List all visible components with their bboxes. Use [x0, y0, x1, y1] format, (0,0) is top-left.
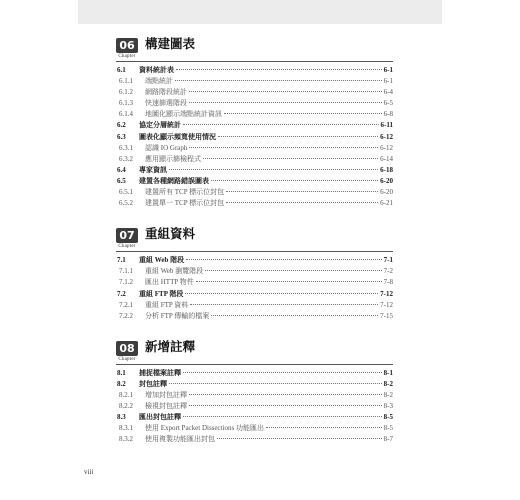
entry-number: 6.1.3	[119, 99, 133, 108]
entry-number: 6.4	[117, 165, 126, 174]
entry-page: 7-1	[383, 256, 393, 265]
entry-page: 8-5	[383, 424, 393, 433]
entry-title: 匯出封包註釋	[139, 413, 181, 422]
entry-page: 7-12	[380, 289, 393, 298]
dot-leader	[183, 416, 382, 417]
chapter-heading	[116, 34, 393, 59]
chapter-label: Chapter	[118, 54, 136, 59]
page-number: viii	[84, 468, 94, 476]
toc-subsection-entry	[116, 87, 393, 98]
chapter-badge	[116, 38, 138, 59]
toc-subsection-entry	[116, 423, 393, 434]
toc-entry-list	[116, 368, 393, 446]
dot-leader	[266, 427, 382, 428]
entry-number: 6.1.2	[119, 88, 133, 97]
toc-entry-list	[116, 65, 393, 209]
entry-page: 6-14	[380, 154, 393, 163]
dot-leader	[190, 304, 378, 305]
dot-leader	[189, 102, 382, 103]
entry-title: 協定分層統計	[139, 121, 181, 130]
entry-number: 8.3	[117, 413, 126, 422]
dot-leader	[211, 180, 378, 181]
toc-subsection-entry	[116, 401, 393, 412]
table-of-contents	[116, 34, 393, 460]
entry-title: 資料統計表	[139, 66, 174, 74]
dot-leader	[186, 259, 382, 260]
entry-title: 增加封包註釋	[145, 390, 187, 399]
entry-number: 7.2	[117, 289, 126, 298]
toc-subsection-entry	[116, 143, 393, 154]
entry-title: 重組 Web 階段	[139, 256, 185, 265]
entry-title: 建置各種網路錯誤圖表	[139, 176, 209, 185]
entry-number: 6.5.2	[119, 199, 133, 208]
chapter-badge	[116, 228, 138, 249]
entry-number: 7.2.1	[119, 300, 133, 309]
toc-subsection-entry	[116, 98, 393, 109]
dot-leader	[203, 158, 378, 159]
dot-leader	[185, 293, 378, 294]
entry-title: 重組 FTP 資料	[145, 300, 189, 309]
entry-page: 6-5	[383, 99, 393, 108]
chapter-heading	[116, 337, 393, 362]
dot-leader	[183, 124, 379, 125]
toc-subsection-entry	[116, 187, 393, 198]
chapter-title: 構建圖表	[145, 36, 196, 51]
dot-leader	[189, 91, 382, 92]
entry-page: 7-15	[380, 311, 393, 320]
entry-number: 6.5.1	[119, 188, 133, 197]
entry-title: 使用複製功能匯出封包	[145, 435, 215, 444]
entry-page: 6-1	[383, 66, 393, 74]
chapter-title: 新增註釋	[145, 338, 196, 354]
entry-number: 8.2	[117, 379, 126, 388]
chapter-number: 08	[116, 341, 138, 356]
entry-number: 6.3.1	[119, 143, 133, 152]
entry-page: 8-7	[383, 435, 393, 444]
entry-page: 8-3	[383, 402, 393, 411]
toc-subsection-entry	[116, 311, 393, 322]
chapter-number: 07	[116, 228, 138, 243]
toc-section-entry	[116, 176, 393, 187]
toc-subsection-entry	[116, 154, 393, 165]
toc-subsection-entry	[116, 300, 393, 311]
toc-section-entry	[116, 379, 393, 390]
dot-leader	[211, 315, 378, 316]
entry-page: 6-11	[380, 121, 393, 130]
entry-page: 8-2	[383, 379, 393, 388]
chapter-number: 06	[116, 38, 138, 53]
chapter-divider	[116, 61, 393, 62]
dot-leader	[175, 80, 382, 81]
chapter-section	[116, 224, 393, 322]
chapter-label: Chapter	[118, 356, 136, 362]
toc-subsection-entry	[116, 390, 393, 401]
entry-number: 6.3	[117, 132, 126, 141]
chapter-heading	[116, 224, 393, 249]
toc-subsection-entry	[116, 76, 393, 87]
dot-leader	[218, 136, 378, 137]
toc-subsection-entry	[116, 266, 393, 277]
entry-title: 捕捉檔案註釋	[139, 368, 181, 377]
entry-title: 匯出 HTTP 物件	[145, 278, 194, 287]
toc-section-entry	[116, 132, 393, 143]
entry-title: 應用顯示篩檢程式	[145, 154, 201, 163]
entry-number: 6.1.1	[119, 77, 133, 86]
entry-title: 重組 FTP 階段	[139, 289, 184, 298]
entry-title: 認識 IO Graph	[145, 143, 188, 152]
dot-leader	[205, 270, 382, 271]
dot-leader	[169, 383, 382, 384]
entry-number: 6.5	[117, 176, 126, 185]
entry-title: 快速篩選階段	[145, 99, 187, 108]
toc-subsection-entry	[116, 109, 393, 120]
entry-title: 建置單一 TCP 標示位封包	[145, 199, 225, 208]
entry-page: 7-2	[383, 267, 393, 276]
entry-number: 7.1.2	[119, 278, 133, 287]
entry-page: 6-20	[380, 188, 393, 197]
entry-page: 6-20	[380, 176, 393, 185]
dot-leader	[196, 281, 382, 282]
entry-number: 6.3.2	[119, 154, 133, 163]
entry-page: 8-2	[383, 390, 393, 399]
dot-leader	[226, 191, 378, 192]
chapter-section	[116, 34, 393, 209]
entry-title: 分析 FTP 傳輸的檔案	[145, 311, 210, 320]
entry-number: 6.1.4	[119, 110, 133, 119]
entry-page: 8-1	[383, 368, 393, 377]
top-header-bar	[78, 0, 442, 24]
dot-leader	[183, 372, 382, 373]
dot-leader	[189, 147, 378, 148]
dot-leader	[189, 394, 382, 395]
chapter-title: 重組資料	[145, 226, 196, 242]
entry-page: 6-18	[380, 165, 393, 174]
entry-page: 6-12	[380, 143, 393, 152]
toc-section-entry	[116, 255, 393, 266]
entry-title: 使用 Export Packet Dissections 功能匯出	[145, 424, 264, 433]
entry-page: 6-8	[383, 110, 393, 119]
entry-number: 7.1.1	[119, 267, 133, 276]
entry-page: 7-12	[380, 300, 393, 309]
toc-section-entry	[116, 65, 393, 76]
toc-entry-list	[116, 255, 393, 322]
entry-title: 端點統計	[145, 77, 173, 86]
toc-section-entry	[116, 368, 393, 379]
entry-number: 8.2.1	[119, 390, 133, 399]
chapter-divider	[116, 251, 393, 252]
toc-section-entry	[116, 120, 393, 131]
toc-subsection-entry	[116, 198, 393, 209]
entry-title: 網路階段統計	[145, 88, 187, 97]
entry-number: 7.1	[117, 256, 126, 265]
entry-title: 封包註釋	[139, 379, 167, 388]
toc-section-entry	[116, 165, 393, 176]
chapter-divider	[116, 364, 393, 365]
entry-title: 檢視封包註釋	[145, 402, 187, 411]
entry-title: 地圖化顯示端點統計資訊	[145, 110, 222, 119]
entry-page: 6-1	[383, 77, 393, 86]
dot-leader	[189, 405, 382, 406]
entry-page: 6-21	[380, 199, 393, 208]
entry-page: 6-4	[383, 88, 393, 97]
toc-section-entry	[116, 412, 393, 423]
entry-title: 重組 Web 瀏覽階段	[145, 267, 204, 276]
entry-number: 6.1	[117, 66, 126, 74]
chapter-section	[116, 337, 393, 446]
entry-page: 8-5	[383, 413, 393, 422]
entry-number: 8.3.2	[119, 435, 133, 444]
dot-leader	[176, 69, 382, 70]
toc-subsection-entry	[116, 277, 393, 288]
entry-number: 8.3.1	[119, 424, 133, 433]
entry-title: 建置所有 TCP 標示位封包	[145, 188, 225, 197]
entry-number: 6.2	[117, 121, 126, 130]
toc-section-entry	[116, 289, 393, 300]
entry-title: 專家資訊	[139, 165, 167, 174]
dot-leader	[224, 113, 382, 114]
entry-number: 8.2.2	[119, 402, 133, 411]
dot-leader	[226, 202, 378, 203]
entry-title: 圖表化顯示頻寬使用情況	[139, 132, 216, 141]
entry-number: 7.2.2	[119, 311, 133, 320]
dot-leader	[217, 438, 382, 439]
chapter-label: Chapter	[118, 244, 136, 250]
chapter-badge	[116, 341, 138, 362]
dot-leader	[169, 169, 378, 170]
toc-subsection-entry	[116, 434, 393, 445]
entry-page: 7-8	[383, 278, 393, 287]
entry-number: 8.1	[117, 368, 126, 377]
entry-page: 6-12	[380, 132, 393, 141]
